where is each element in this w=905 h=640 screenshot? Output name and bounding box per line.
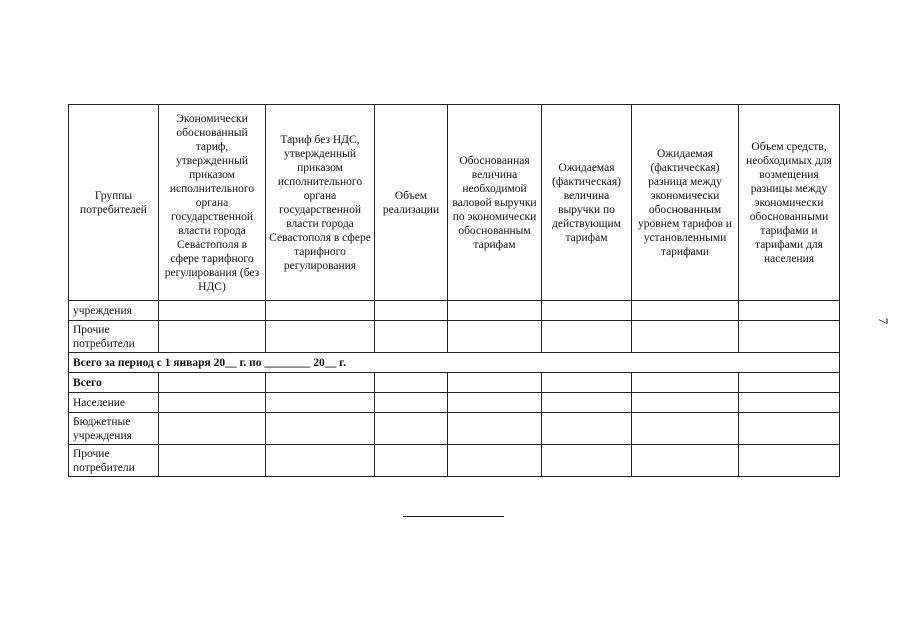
row-label: Прочие потребители [69,321,159,353]
table-cell [542,373,632,393]
table-cell [632,373,739,393]
table-cell [159,393,266,413]
table-cell [375,445,448,477]
table-cell [739,393,840,413]
tariff-table [68,104,840,477]
table-cell [266,393,375,413]
period-label: Всего за период с 1 января 20__ г. по ________ 20__ г. [69,353,840,373]
table-cell [542,393,632,413]
col-header-required-revenue: Обоснованная величина необходимой валовой выручки по экономически обоснованным тарифам [448,105,542,301]
table-row [69,301,840,321]
table-cell [632,301,739,321]
col-header-economic-tariff: Экономически обоснованный тариф, утвержденный приказом исполнительного органа государственной власти города Севастополя в сфере тарифного регулирования (без НДС) [159,105,266,301]
table-cell [632,445,739,477]
table-cell [739,413,840,445]
col-header-expected-difference: Ожидаемая (фактическая) разница между экономически обоснованным уровнем тарифов и установленными тарифами [632,105,739,301]
table-cell [159,445,266,477]
table-cell [632,321,739,353]
table-cell [266,373,375,393]
table-cell [739,445,840,477]
page-number: 7 [876,317,891,325]
table-cell [739,301,840,321]
table-cell [375,413,448,445]
table-cell [375,301,448,321]
table-cell [632,413,739,445]
table-cell [159,321,266,353]
table-cell [448,301,542,321]
period-row [69,353,840,373]
table-cell [448,393,542,413]
col-header-tariff-without-vat: Тариф без НДС, утвержденный приказом исполнительного органа государственной власти города Севастополя в сфере тарифного регулирования [266,105,375,301]
footer-divider [403,516,504,517]
table-row [69,373,840,393]
row-label: Всего [69,373,159,393]
table-row [69,445,840,477]
col-header-sales-volume: Объем реализации [375,105,448,301]
table-cell [542,445,632,477]
table-cell [375,321,448,353]
col-header-consumer-groups: Группы потребителей [69,105,159,301]
table-cell [542,413,632,445]
table-row [69,393,840,413]
table-cell [448,413,542,445]
col-header-expected-revenue: Ожидаемая (фактическая) величина выручки по действующим тарифам [542,105,632,301]
row-label: Бюджетные учреждения [69,413,159,445]
header-row [69,105,840,301]
row-label: учреждения [69,301,159,321]
table-cell [375,373,448,393]
table-cell [448,445,542,477]
table-cell [739,373,840,393]
table-cell [542,321,632,353]
table-row [69,321,840,353]
table-cell [448,321,542,353]
table-cell [266,413,375,445]
table-cell [266,321,375,353]
table-cell [159,373,266,393]
col-header-compensation-funds: Объем средств, необходимых для возмещения разницы между экономически обоснованными тарифами и тарифами для населения [739,105,840,301]
table-cell [375,393,448,413]
table-cell [632,393,739,413]
table-row [69,413,840,445]
row-label: Прочие потребители [69,445,159,477]
table-cell [159,301,266,321]
table-cell [739,321,840,353]
table-cell [542,301,632,321]
table-cell [448,373,542,393]
table-cell [266,301,375,321]
table-cell [266,445,375,477]
table-cell [159,413,266,445]
row-label: Население [69,393,159,413]
